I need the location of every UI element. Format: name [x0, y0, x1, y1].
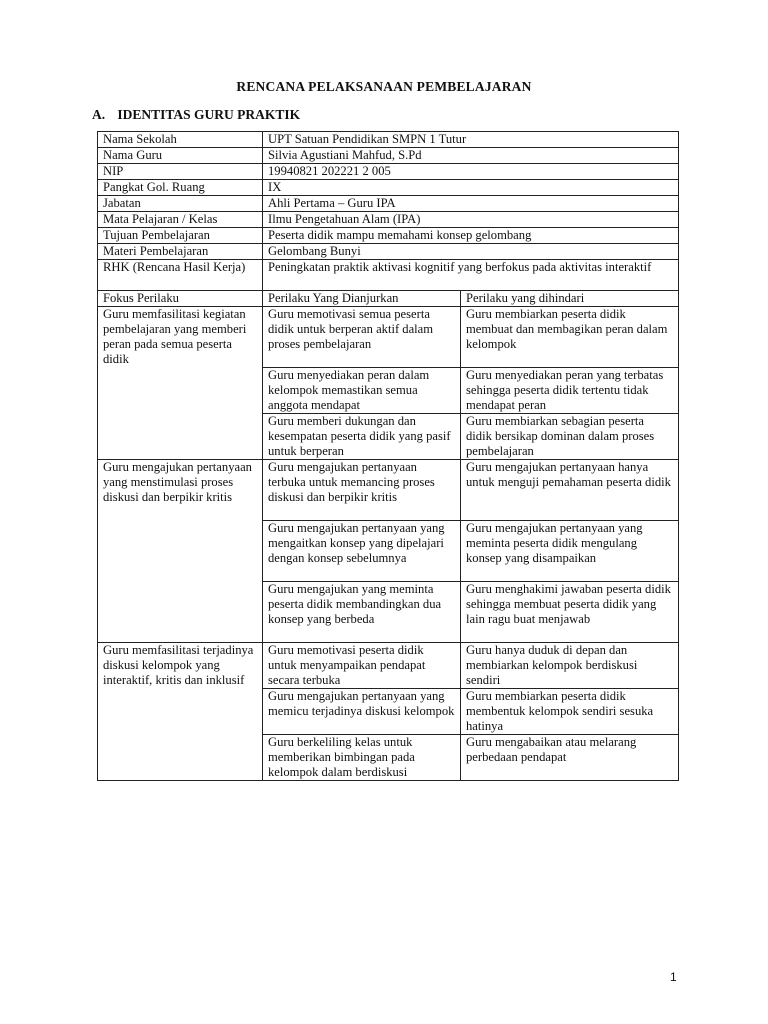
avoided-behavior: Guru mengajukan pertanyaan hanya untuk menguji pemahaman peserta didik: [461, 460, 679, 521]
avoided-behavior: Guru membiarkan sebagian peserta didik bersikap dominan dalam proses pembelajaran: [461, 414, 679, 460]
behavior-focus: Guru memfasilitasi terjadinya diskusi kelompok yang interaktif, kritis dan inklusif: [98, 643, 263, 781]
section-title: IDENTITAS GURU PRAKTIK: [117, 107, 301, 122]
identity-value: 19940821 202221 2 005: [263, 164, 679, 180]
identity-label: Pangkat Gol. Ruang: [98, 180, 263, 196]
recommended-behavior: Guru mengajukan pertanyaan yang mengaitkan konsep yang dipelajari dengan konsep sebelumnya: [263, 521, 461, 582]
recommended-behavior: Guru memberi dukungan dan kesempatan peserta didik yang pasif untuk berperan: [263, 414, 461, 460]
identity-table: [97, 131, 679, 781]
identity-label: Jabatan: [98, 196, 263, 212]
identity-row: [98, 132, 679, 148]
identity-row: [98, 148, 679, 164]
identity-row: [98, 180, 679, 196]
section-number: A.: [92, 107, 106, 122]
avoided-behavior: Guru membiarkan peserta didik membentuk kelompok sendiri sesuka hatinya: [461, 689, 679, 735]
identity-value: Silvia Agustiani Mahfud, S.Pd: [263, 148, 679, 164]
identity-value: Peserta didik mampu memahami konsep gelombang: [263, 228, 679, 244]
header-recommended: Perilaku Yang Dianjurkan: [263, 291, 461, 307]
identity-value: Ahli Pertama – Guru IPA: [263, 196, 679, 212]
avoided-behavior: Guru membiarkan peserta didik membuat dan membagikan peran dalam kelompok: [461, 307, 679, 368]
identity-row: [98, 212, 679, 228]
identity-value: UPT Satuan Pendidikan SMPN 1 Tutur: [263, 132, 679, 148]
identity-value: Peningkatan praktik aktivasi kognitif yang berfokus pada aktivitas interaktif: [263, 260, 679, 291]
identity-row: [98, 164, 679, 180]
behavior-row: [98, 460, 679, 521]
behavior-focus: Guru mengajukan pertanyaan yang menstimulasi proses diskusi dan berpikir kritis: [98, 460, 263, 643]
identity-value: IX: [263, 180, 679, 196]
recommended-behavior: Guru mengajukan pertanyaan terbuka untuk memancing proses diskusi dan berpikir kritis: [263, 460, 461, 521]
recommended-behavior: Guru memotivasi peserta didik untuk menyampaikan pendapat secara terbuka: [263, 643, 461, 689]
identity-label: RHK (Rencana Hasil Kerja): [98, 260, 263, 291]
recommended-behavior: Guru mengajukan pertanyaan yang memicu terjadinya diskusi kelompok: [263, 689, 461, 735]
avoided-behavior: Guru mengajukan pertanyaan yang meminta peserta didik mengulang konsep yang disampaikan: [461, 521, 679, 582]
page-number: 1: [670, 970, 677, 984]
identity-row: [98, 260, 679, 291]
header-focus: Fokus Perilaku: [98, 291, 263, 307]
recommended-behavior: Guru menyediakan peran dalam kelompok memastikan semua anggota mendapat: [263, 368, 461, 414]
header-avoided: Perilaku yang dihindari: [461, 291, 679, 307]
identity-label: Nama Sekolah: [98, 132, 263, 148]
identity-label: Mata Pelajaran / Kelas: [98, 212, 263, 228]
section-heading: [92, 107, 300, 123]
identity-label: Materi Pembelajaran: [98, 244, 263, 260]
identity-value: Gelombang Bunyi: [263, 244, 679, 260]
identity-label: Nama Guru: [98, 148, 263, 164]
identity-label: NIP: [98, 164, 263, 180]
recommended-behavior: Guru berkeliling kelas untuk memberikan bimbingan pada kelompok dalam berdiskusi: [263, 735, 461, 781]
behavior-focus: Guru memfasilitasi kegiatan pembelajaran yang memberi peran pada semua peserta didik: [98, 307, 263, 460]
avoided-behavior: Guru menyediakan peran yang terbatas sehingga peserta didik tertentu tidak mendapat peran: [461, 368, 679, 414]
behavior-row: [98, 307, 679, 368]
identity-row: [98, 228, 679, 244]
avoided-behavior: Guru mengabaikan atau melarang perbedaan pendapat: [461, 735, 679, 781]
identity-row: [98, 244, 679, 260]
identity-label: Tujuan Pembelajaran: [98, 228, 263, 244]
avoided-behavior: Guru hanya duduk di depan dan membiarkan kelompok berdiskusi sendiri: [461, 643, 679, 689]
behavior-row: [98, 643, 679, 689]
document-title: RENCANA PELAKSANAAN PEMBELAJARAN: [236, 79, 532, 94]
identity-value: Ilmu Pengetahuan Alam (IPA): [263, 212, 679, 228]
avoided-behavior: Guru menghakimi jawaban peserta didik sehingga membuat peserta didik yang lain ragu buat menjawab: [461, 582, 679, 643]
recommended-behavior: Guru memotivasi semua peserta didik untuk berperan aktif dalam proses pembelajaran: [263, 307, 461, 368]
identity-row: [98, 196, 679, 212]
recommended-behavior: Guru mengajukan yang meminta peserta didik membandingkan dua konsep yang berbeda: [263, 582, 461, 643]
behavior-header-row: [98, 291, 679, 307]
